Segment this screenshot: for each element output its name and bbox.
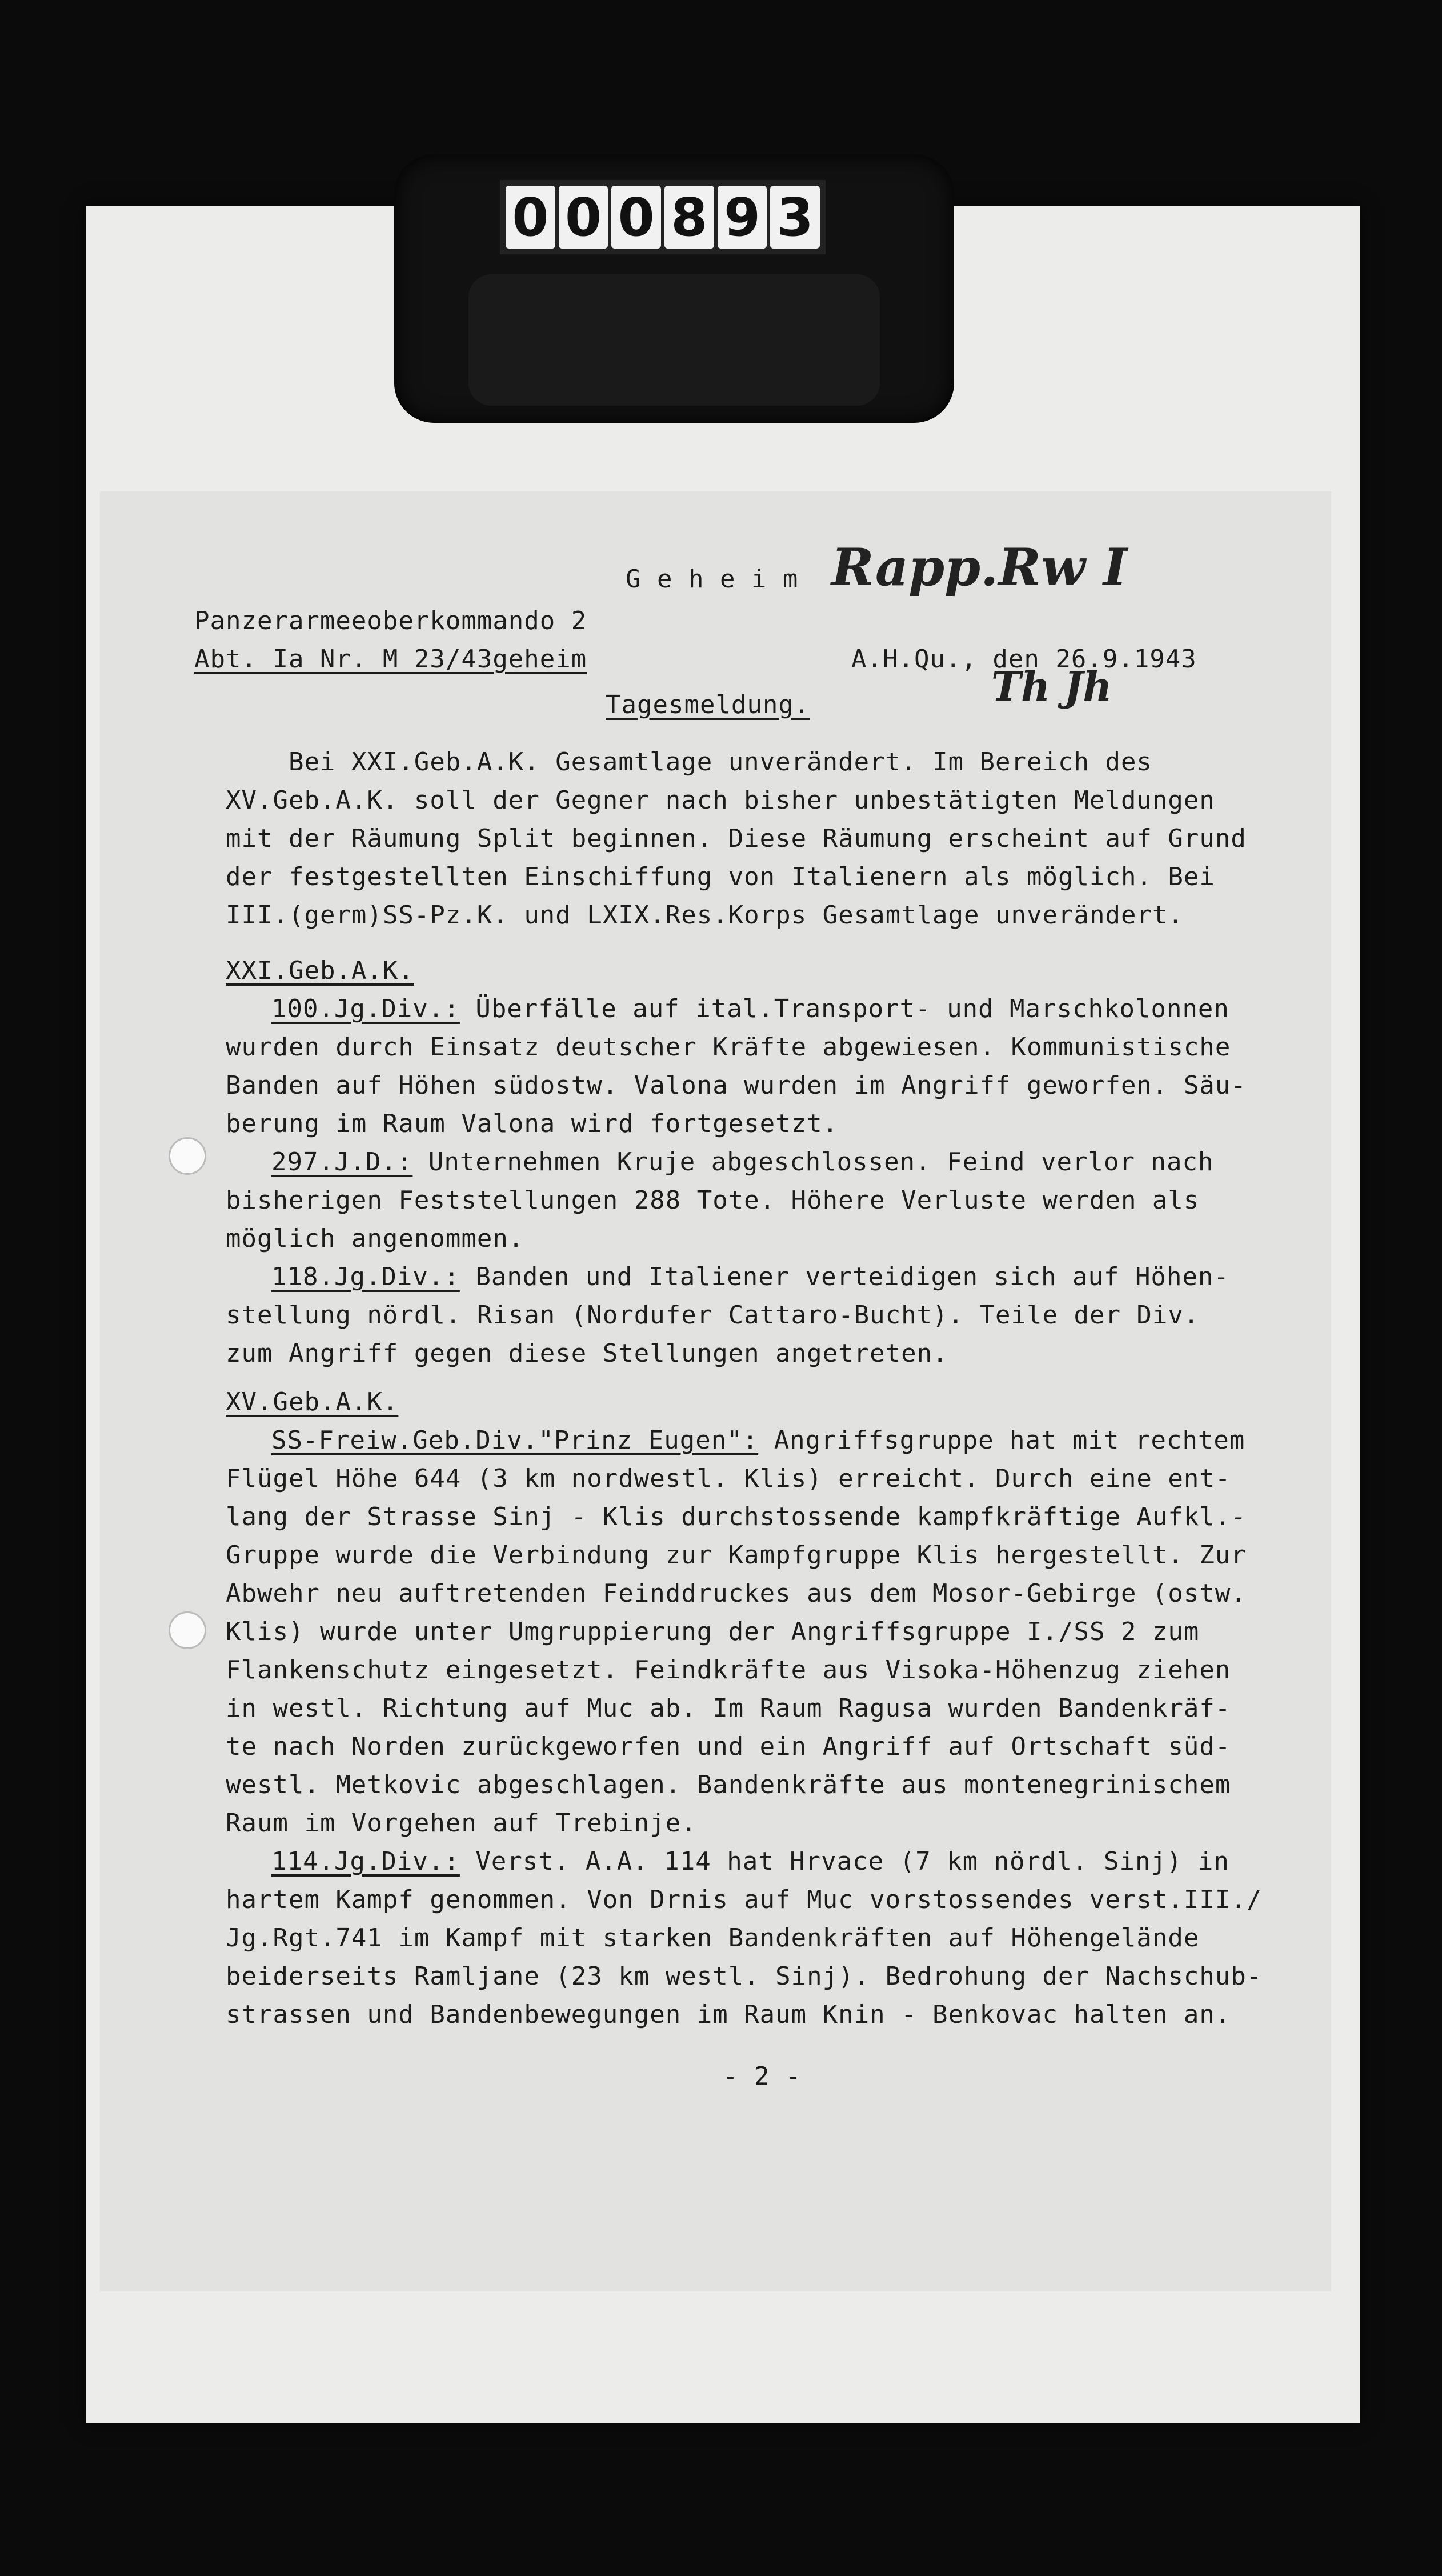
text-line: stellung nördl. Risan (Nordufer Cattaro-Bucht). Teile der Div. (226, 1301, 1200, 1330)
text-line: te nach Norden zurückgeworfen und ein Angriff auf Ortschaft süd- (226, 1732, 1231, 1761)
text-line: bisherigen Feststellungen 288 Tote. Höhere Verluste werden als (226, 1186, 1200, 1215)
counter-digit: 9 (718, 186, 767, 249)
text-line-rest: Überfälle auf ital.Transport- und Marschkolonnen (459, 994, 1229, 1023)
unit-heading: 297.J.D.: (271, 1147, 413, 1177)
handwritten-note: Rapp.Rw I (831, 537, 1128, 598)
text-line: Flankenschutz eingesetzt. Feindkräfte aus Visoka-Höhenzug ziehen (226, 1655, 1231, 1685)
document-page (100, 491, 1331, 2291)
text-line: strassen und Bandenbewegungen im Raum Knin - Benkovac halten an. (226, 2000, 1231, 2029)
text-line-rest: Banden und Italiener verteidigen sich auf Höhen- (459, 1262, 1229, 1291)
text-line: Klis) wurde unter Umgruppierung der Angriffsgruppe I./SS 2 zum (226, 1617, 1200, 1646)
handwritten-initials: Th Jh (991, 663, 1112, 710)
text-line: XV.Geb.A.K. soll der Gegner nach bisher unbestätigten Meldungen (226, 786, 1215, 815)
counter-window (500, 180, 826, 254)
intro-paragraph (226, 743, 1263, 2427)
document-title: Tagesmeldung. (606, 690, 810, 719)
counter-digit: 8 (664, 186, 714, 249)
text-line (271, 990, 1229, 1028)
place-date: A.H.Qu., den 26.9.1943 (851, 645, 1197, 674)
text-line: lang der Strasse Sinj - Klis durchstossende kampfkräftige Aufkl.- (226, 1502, 1247, 1531)
counter-digit: 3 (770, 186, 820, 249)
unit-heading: 118.Jg.Div.: (271, 1262, 460, 1291)
unit-heading: 100.Jg.Div.: (271, 994, 460, 1023)
frame-counter (394, 154, 954, 423)
section-heading: XV.Geb.A.K. (226, 1387, 399, 1417)
text-line: Bei XXI.Geb.A.K. Gesamtlage unverändert. Im Bereich des (226, 747, 1152, 777)
page-number: - 2 - (723, 2062, 802, 2091)
text-line: Gruppe wurde die Verbindung zur Kampfgruppe Klis hergestellt. Zur (226, 1541, 1247, 1570)
text-line (271, 1143, 1213, 1181)
text-line: möglich angenommen. (226, 1224, 524, 1253)
counter-digit: 0 (559, 186, 608, 249)
text-line: beiderseits Ramljane (23 km westl. Sinj). Bedrohung der Nachschub- (226, 1962, 1263, 1991)
text-line: westl. Metkovic abgeschlagen. Bandenkräfte aus montenegrinischem (226, 1770, 1231, 1799)
text-line: Flügel Höhe 644 (3 km nordwestl. Klis) erreicht. Durch eine ent- (226, 1464, 1231, 1493)
counter-digit: 0 (611, 186, 661, 249)
text-line (271, 1258, 1229, 1296)
text-line: III.(germ)SS-Pz.K. und LXIX.Res.Korps Gesamtlage unverändert. (226, 901, 1184, 930)
text-line: der festgestellten Einschiffung von Italienern als möglich. Bei (226, 862, 1215, 891)
punch-hole (169, 1137, 206, 1175)
counter-body (468, 274, 880, 406)
text-line: hartem Kampf genommen. Von Drnis auf Muc vorstossendes verst.III./ (226, 1885, 1263, 1914)
text-line (271, 1842, 1229, 1881)
text-line: zum Angriff gegen diese Stellungen angetreten. (226, 1339, 948, 1368)
text-line: Banden auf Höhen südostw. Valona wurden im Angriff geworfen. Säu- (226, 1071, 1247, 1100)
unit-name: Panzerarmeeoberkommando 2 (194, 606, 587, 635)
counter-digit: 0 (506, 186, 555, 249)
section-heading: XXI.Geb.A.K. (226, 956, 414, 985)
text-line: mit der Räumung Split beginnen. Diese Räumung erscheint auf Grund (226, 824, 1247, 853)
unit-heading: 114.Jg.Div.: (271, 1847, 460, 1876)
classification-mark: G e h e i m (626, 565, 799, 594)
unit-heading: SS-Freiw.Geb.Div."Prinz Eugen": (271, 1426, 759, 1455)
text-line: Jg.Rgt.741 im Kampf mit starken Bandenkräften auf Höhengelände (226, 1923, 1200, 1953)
text-line-rest: Unternehmen Kruje abgeschlossen. Feind verlor nach (412, 1147, 1214, 1177)
text-line-rest: Verst. A.A. 114 hat Hrvace (7 km nördl. Sinj) in (459, 1847, 1229, 1876)
text-line: berung im Raum Valona wird fortgesetzt. (226, 1109, 839, 1138)
text-line-rest: Angriffsgruppe hat mit rechtem (758, 1426, 1245, 1455)
text-line: in westl. Richtung auf Muc ab. Im Raum Ragusa wurden Bandenkräf- (226, 1694, 1231, 1723)
text-line: wurden durch Einsatz deutscher Kräfte abgewiesen. Kommunistische (226, 1033, 1231, 1062)
text-line (271, 1421, 1245, 1459)
punch-hole (169, 1611, 206, 1649)
file-reference: Abt. Ia Nr. M 23/43geheim (194, 645, 587, 674)
text-line: Raum im Vorgehen auf Trebinje. (226, 1809, 697, 1838)
text-line: Abwehr neu auftretenden Feinddruckes aus dem Mosor-Gebirge (ostw. (226, 1579, 1247, 1608)
